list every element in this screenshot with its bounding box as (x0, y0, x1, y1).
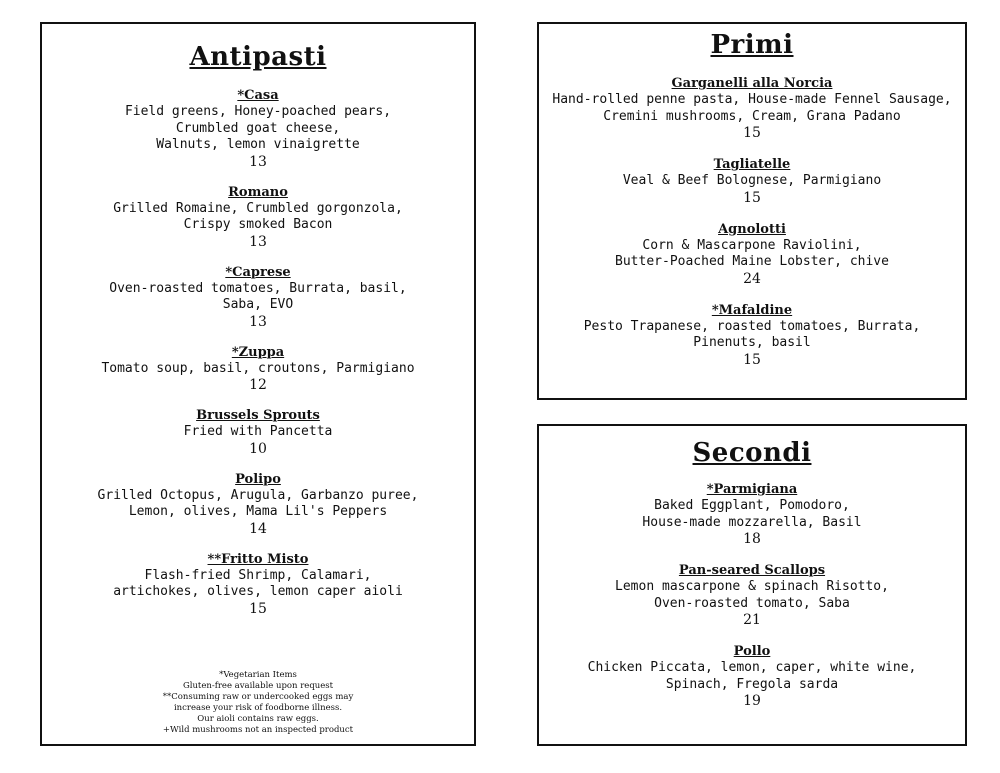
dish-price: 21 (743, 612, 761, 628)
dish-name: *Casa (237, 88, 279, 103)
dish-name: **Fritto Misto (207, 551, 309, 567)
dish-price: 13 (249, 313, 267, 330)
dish-price: 12 (249, 377, 267, 393)
menu-item (539, 222, 965, 288)
dish-description: Tomato soup, basil, croutons, Parmigiano (101, 360, 415, 376)
dish-name: Polipo (235, 471, 281, 487)
footnote-line: +Wild mushrooms not an inspected product (162, 725, 354, 735)
dish-price: 15 (249, 600, 267, 617)
dish-price: 15 (743, 125, 761, 141)
dish-name: *Caprese (225, 264, 291, 280)
section-title: Secondi (692, 438, 812, 468)
dish-description: Lemon mascarpone & spinach Risotto, Oven-roasted tomato, Saba (615, 579, 889, 611)
dish-price: 14 (249, 520, 267, 537)
menu-item (539, 76, 965, 142)
menu-item (539, 482, 965, 548)
dish-description: Baked Eggplant, Pomodoro, House-made mozzarella, Basil (642, 498, 862, 530)
footnotes (42, 670, 474, 736)
dish-description: Field greens, Honey-poached pears, Crumbled goat cheese, Walnuts, lemon vinaigrette (124, 104, 392, 152)
dish-description: Oven-roasted tomatoes, Burrata, basil, Saba, EVO (109, 280, 407, 312)
menu-item (42, 408, 474, 458)
dish-description: Corn & Mascarpone Raviolini, Butter-Poached Maine Lobster, chive (615, 237, 889, 269)
dish-name: Romano (228, 184, 288, 200)
section-title: Primi (710, 30, 794, 60)
primi-panel (537, 22, 967, 400)
dish-name: Agnolotti (718, 221, 786, 237)
menu-item (42, 345, 474, 395)
dish-name: *Zuppa (231, 344, 285, 360)
dish-price: 18 (743, 531, 761, 547)
menu-item (42, 88, 474, 171)
dish-description: Grilled Octopus, Arugula, Garbanzo puree, Lemon, olives, Mama Lil's Peppers (97, 487, 419, 519)
dish-price: 15 (743, 351, 761, 368)
dish-description: Chicken Piccata, lemon, caper, white wine, Spinach, Fregola sarda (587, 660, 917, 692)
dish-name: Pan-seared Scallops (678, 563, 826, 578)
dish-description: Flash-fried Shrimp, Calamari, artichokes, olives, lemon caper aioli (113, 567, 403, 599)
dish-name: Pollo (733, 644, 771, 659)
footnote-line: **Consuming raw or undercooked eggs may (162, 692, 354, 702)
section-title: Antipasti (189, 42, 327, 72)
footnote-line: Our aioli contains raw eggs. (197, 714, 319, 724)
menu-item (539, 563, 965, 629)
menu-item (42, 185, 474, 251)
dish-price: 19 (743, 693, 761, 709)
dish-price: 24 (743, 270, 761, 287)
dish-description: Hand-rolled penne pasta, House-made Fennel Sausage, Cremini mushrooms, Cream, Grana Padano (552, 92, 952, 124)
dish-price: 10 (249, 440, 267, 457)
dish-description: Pesto Trapanese, roasted tomatoes, Burrata, Pinenuts, basil (583, 318, 921, 350)
menu-item (539, 157, 965, 207)
menu-item (539, 644, 965, 710)
dish-name: Brussels Sprouts (196, 408, 320, 423)
dish-name: *Mafaldine (711, 302, 793, 318)
dish-description: Grilled Romaine, Crumbled gorgonzola, Crispy smoked Bacon (113, 200, 403, 232)
menu-item (42, 265, 474, 331)
dish-description: Veal & Beef Bolognese, Parmigiano (622, 173, 882, 188)
menu-item (42, 552, 474, 618)
footnote-line: increase your risk of foodborne illness. (173, 703, 343, 713)
dish-name: *Parmigiana (706, 482, 798, 497)
dish-price: 15 (743, 189, 761, 206)
footnote-line: Gluten-free available upon request (182, 681, 334, 691)
dish-description: Fried with Pancetta (183, 424, 333, 439)
dish-price: 13 (249, 233, 267, 250)
menu-item (42, 472, 474, 538)
dish-name: Tagliatelle (713, 157, 791, 172)
footnote-line: *Vegetarian Items (219, 670, 297, 680)
menu-item (539, 303, 965, 369)
secondi-panel (537, 424, 967, 746)
antipasti-panel (40, 22, 476, 746)
dish-name: Garganelli alla Norcia (671, 76, 833, 91)
dish-price: 13 (249, 153, 267, 170)
